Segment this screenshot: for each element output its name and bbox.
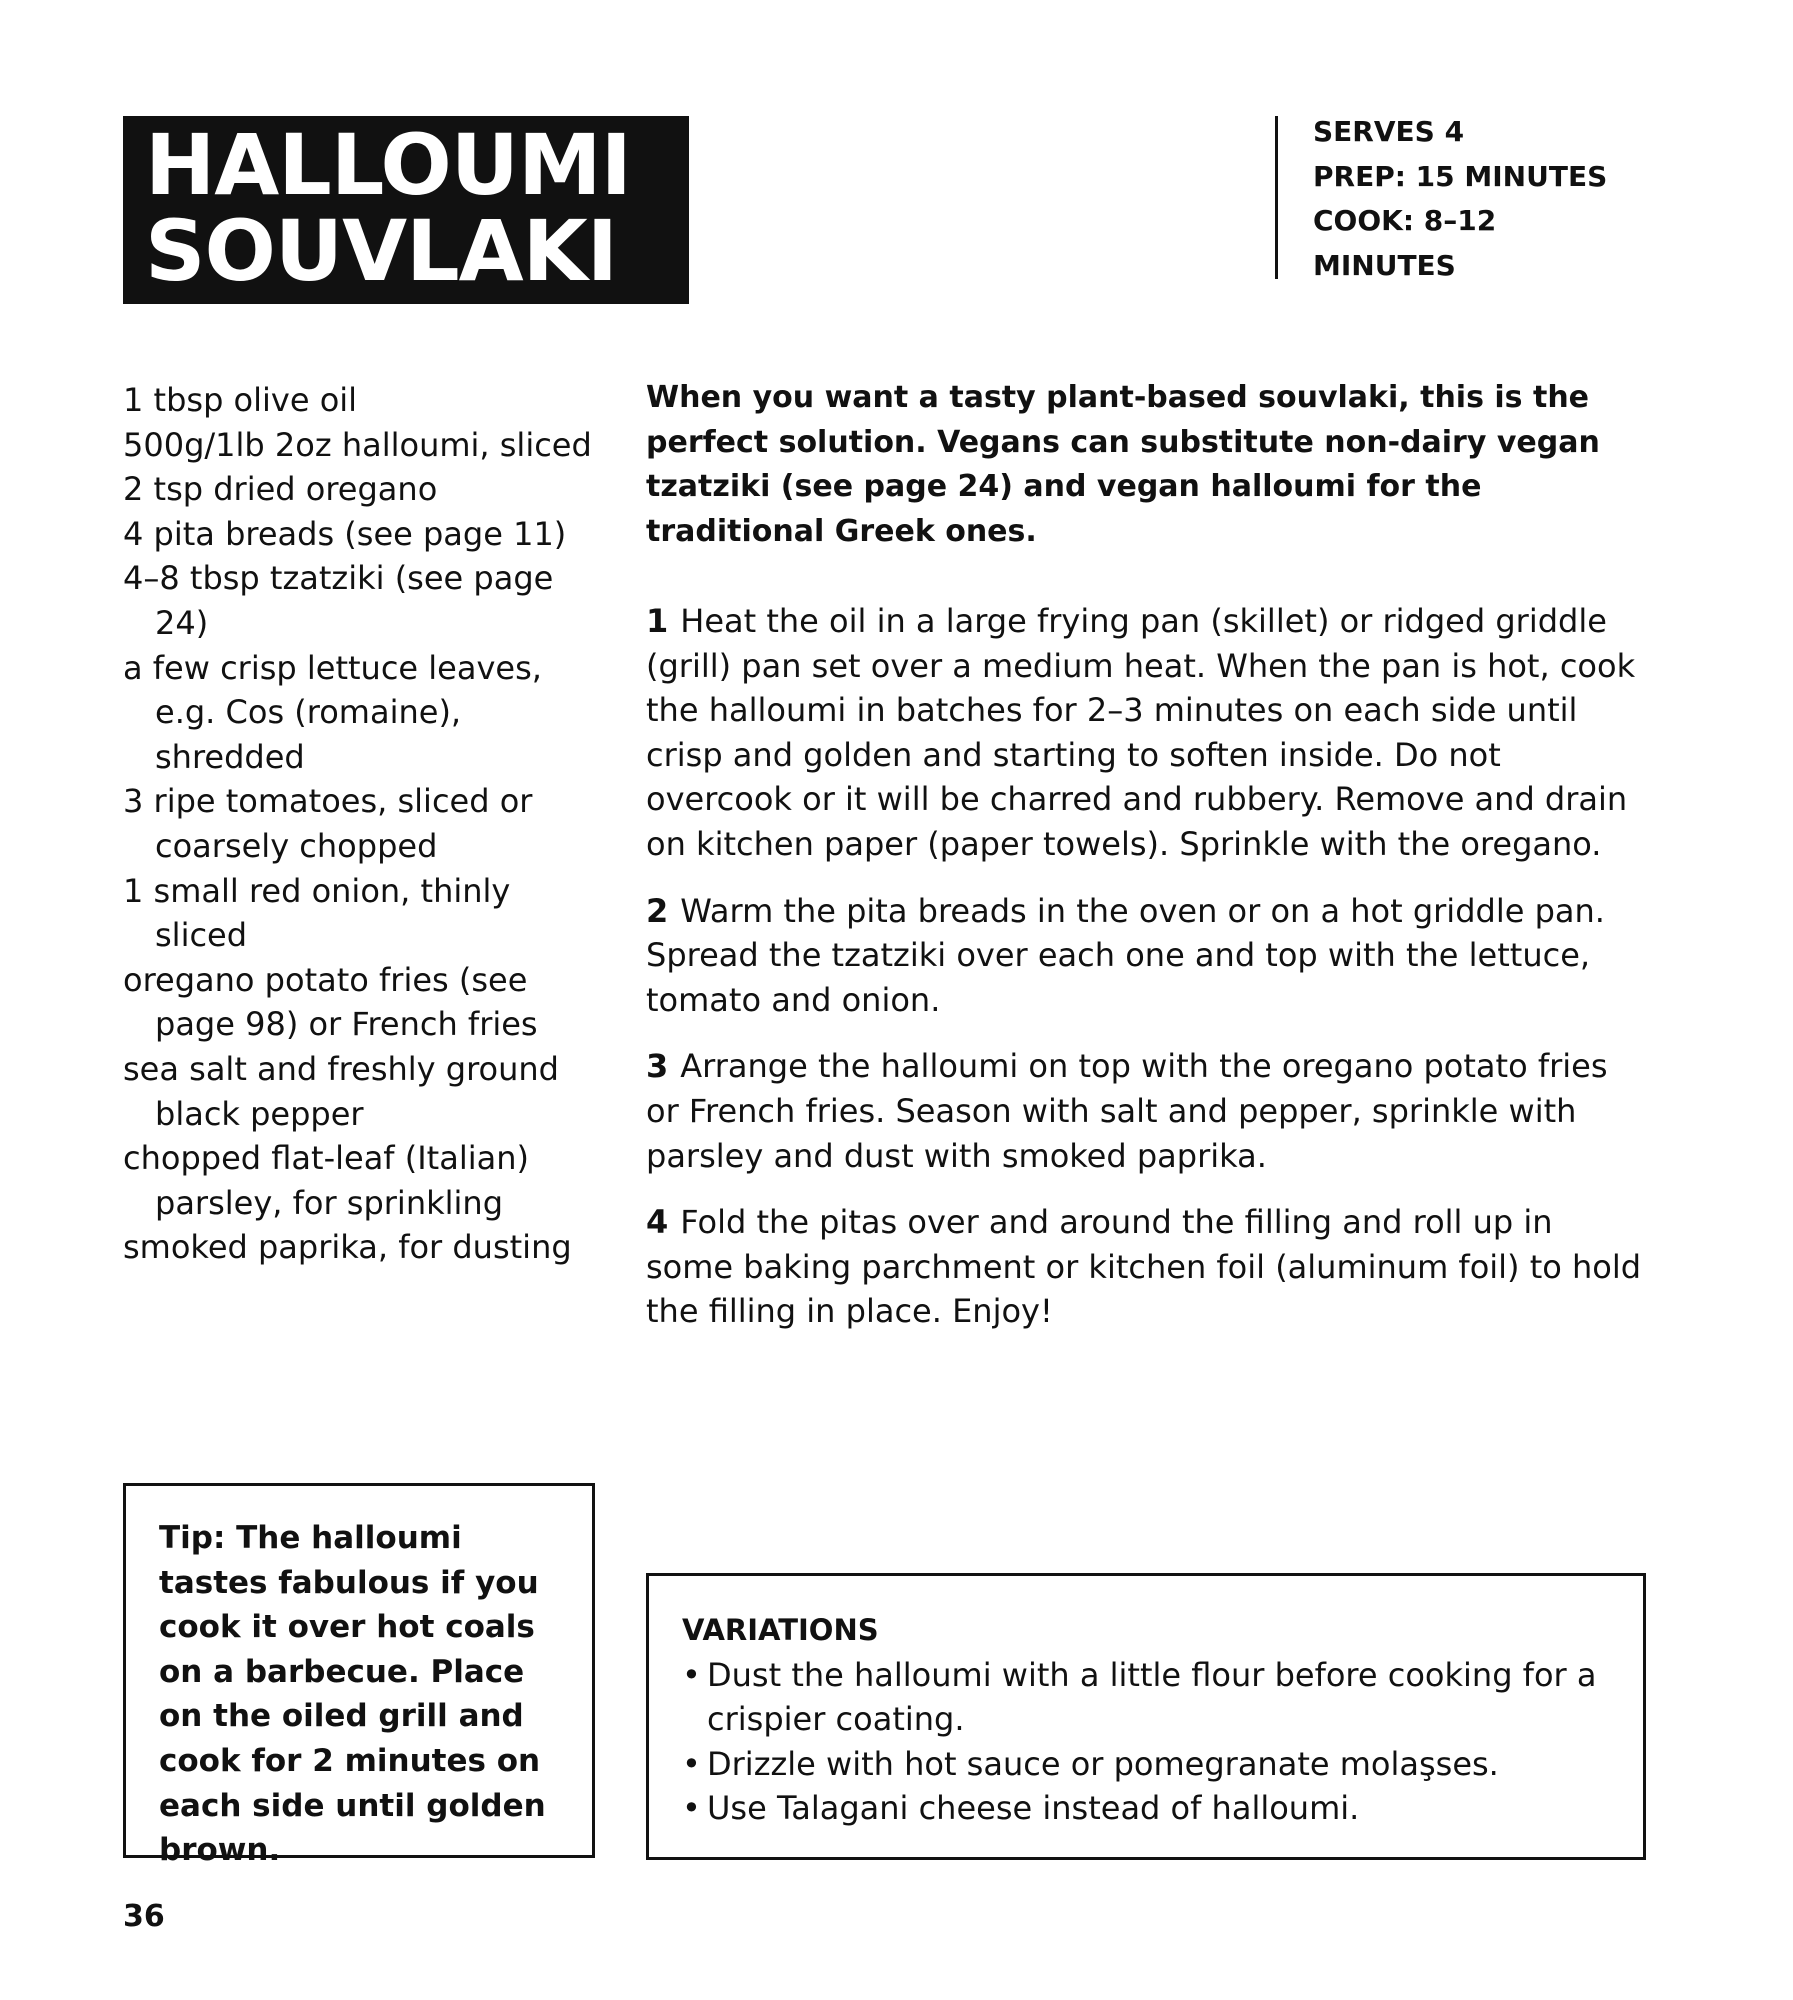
ingredient-item: 1 tbsp olive oil (123, 381, 358, 419)
variation-item (682, 1786, 1623, 1831)
recipe-intro: When you want a tasty plant-based souvlaki, this is the perfect solution. Vegans can substitute non-dairy vegan tzatziki (see page 24) and vegan halloumi for the traditional Greek ones. (646, 380, 1600, 549)
ingredient-item: a few crisp lettuce leaves, e.g. Cos (romaine), shredded (123, 648, 542, 776)
ingredient-item: 2 tsp dried oregano (123, 470, 438, 509)
bullet-icon: • (682, 1744, 701, 1783)
recipe-title (123, 116, 689, 304)
step-number: 2 (646, 891, 669, 930)
prep-time-text: PREP: 15 MINUTES (1313, 159, 1608, 193)
title-line-2: SOUVLAKI (145, 202, 618, 300)
variation-text: Drizzle with hot sauce or pomegranate molaşses. (707, 1744, 1499, 1783)
ingredient-item: 500g/1lb 2oz halloumi, sliced (123, 425, 592, 464)
variations-heading: VARIATIONS (682, 1613, 879, 1647)
ingredient-item: oregano potato fries (see page 98) or French fries (123, 960, 538, 1044)
bullet-icon: • (682, 1655, 701, 1694)
tip-text: Tip: The halloumi tastes fabulous if you cook it over hot coals on a barbecue. Place on the oiled grill and cook for 2 minutes on each side until golden brown. (159, 1520, 546, 1869)
variation-text: Dust the halloumi with a little flour before cooking for a crispier coating. (707, 1655, 1597, 1739)
variation-text: Use Talagani cheese instead of halloumi. (707, 1789, 1360, 1828)
method-step (646, 599, 1646, 867)
step-text: Arrange the halloumi on top with the oregano potato fries or French fries. Season with salt and pepper, sprinkle with parsley and dust with smoked paprika. (646, 1047, 1608, 1175)
method-step (646, 1200, 1646, 1334)
variations-list (682, 1653, 1623, 1831)
ingredient-item: 1 small red onion, thinly sliced (123, 871, 511, 955)
variation-item (682, 1742, 1623, 1787)
serves-text: SERVES 4 (1313, 115, 1465, 148)
step-number: 4 (646, 1203, 669, 1242)
ingredient-item: 4 pita breads (see page 11) (123, 514, 567, 553)
step-text: Heat the oil in a large frying pan (skillet) or ridged griddle (grill) pan set over a medium heat. When the pan is hot, cook the halloumi in batches for 2–3 minutes on each side until crisp and golden and starting to soften inside. Do not overcook or it will be charred and rubbery. Remove and drain on kitchen paper (paper towels). Sprinkle with the oregano. (646, 602, 1636, 863)
variations-box (646, 1573, 1646, 1860)
ingredients-list (123, 378, 603, 1270)
step-text: Fold the pitas over and around the filling and roll up in some baking parchment or kitchen foil (aluminum foil) to hold the filling in place. Enjoy! (646, 1203, 1642, 1331)
ingredient-item: 3 ripe tomatoes, sliced or coarsely chopped (123, 782, 533, 865)
method-steps (646, 599, 1646, 1356)
recipe-meta (1275, 115, 1608, 282)
ingredient-item: chopped flat-leaf (Italian) parsley, for sprinkling (123, 1139, 529, 1222)
step-number: 1 (646, 602, 669, 640)
ingredient-item: smoked paprika, for dusting (123, 1228, 572, 1267)
tip-box (123, 1483, 595, 1869)
method-step (646, 889, 1646, 1023)
cook-time-text-continued: MINUTES (1313, 248, 1456, 282)
step-number: 3 (646, 1047, 669, 1086)
ingredient-item: sea salt and freshly ground black pepper (123, 1049, 559, 1133)
method-step (646, 1044, 1646, 1178)
title-line-1: HALLOUMI (145, 116, 631, 214)
bullet-icon: • (682, 1789, 701, 1828)
cook-time-text: COOK: 8–12 (1313, 204, 1497, 237)
variation-item (682, 1653, 1623, 1742)
ingredient-item: 4–8 tbsp tzatziki (see page 24) (123, 559, 554, 642)
page-number: 36 (123, 1899, 165, 1934)
step-text: Warm the pita breads in the oven or on a hot griddle pan. Spread the tzatziki over each one and top with the lettuce, tomato and onion. (646, 891, 1605, 1019)
